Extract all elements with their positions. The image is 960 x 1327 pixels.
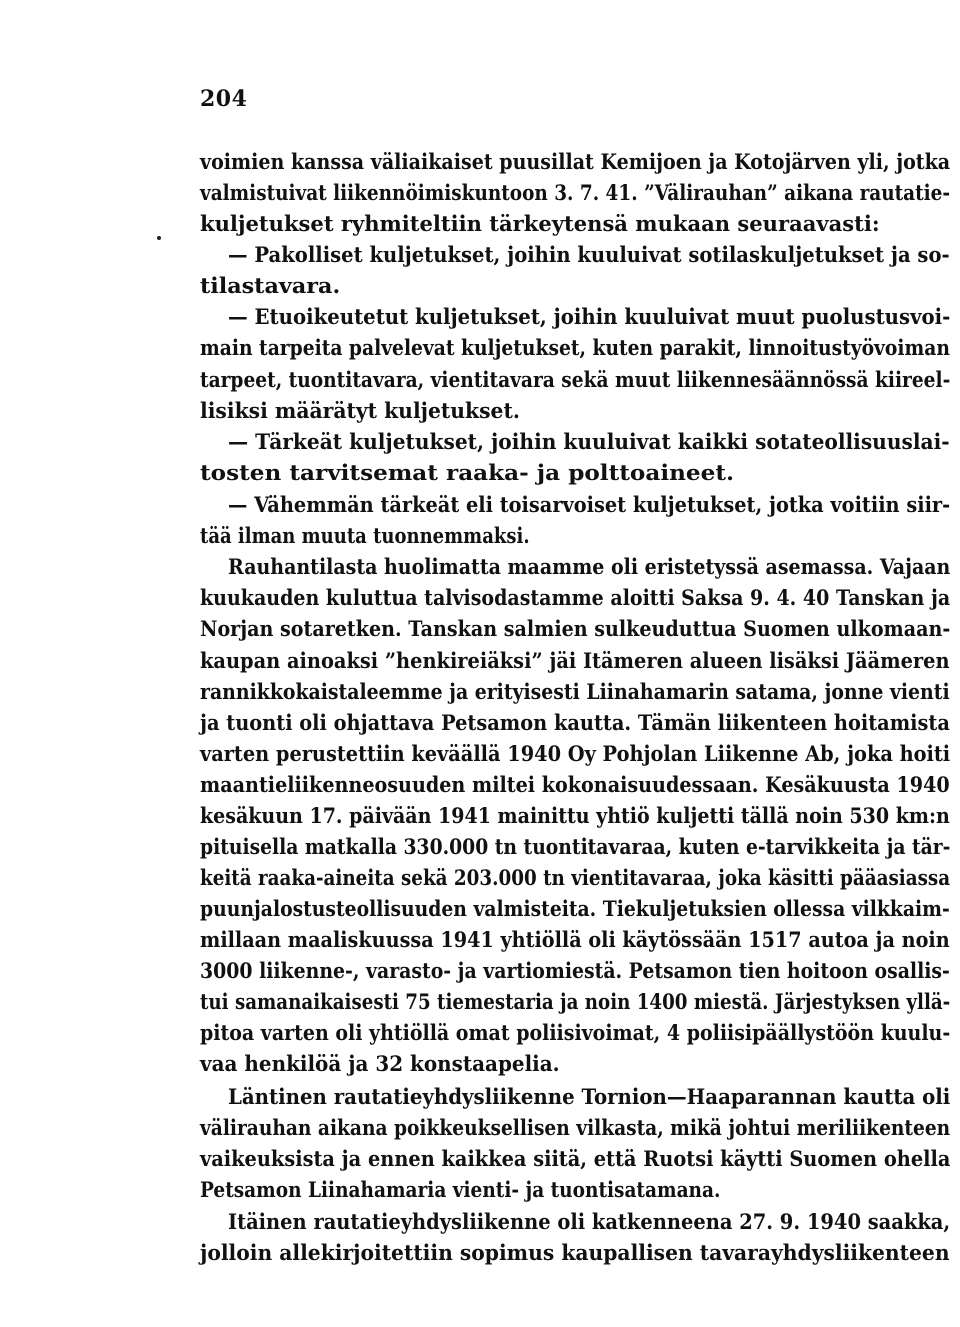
text-line: tarpeet, tuontitavara, vientitavara sekä muut liikennesäännössä kiireel- (200, 367, 951, 392)
text-line: valmistuivat liikennöimiskuntoon 3. 7. 41. ”Välirauhan” aikana rautatie- (200, 180, 951, 205)
text-line: Rauhantilasta huolimatta maamme oli eristetyssä asemassa. Vajaan (228, 554, 951, 579)
text-line: Petsamon Liinahamaria vienti- ja tuontisatamana. (200, 1177, 721, 1202)
text-line: tää ilman muuta tuonnemmaksi. (200, 523, 530, 548)
text-line: pituisella matkalla 330.000 tn tuontitavaraa, kuten e-tarvikkeita ja tär- (200, 834, 951, 859)
text-line: kesäkuun 17. päivään 1941 mainittu yhtiö kuljetti tällä noin 530 km:n (200, 803, 950, 828)
text-line: tui samanaikaisesti 75 tiemestaria ja noin 1400 miestä. Järjestyksen yllä- (200, 989, 951, 1014)
text-line: tilastavara. (200, 273, 341, 298)
text-line: — Vähemmän tärkeät eli toisarvoiset kuljetukset, jotka voitiin siir- (228, 492, 951, 517)
text-line: voimien kanssa väliaikaiset puusillat Kemijoen ja Kotojärven yli, jotka (200, 149, 951, 174)
text-line: ja tuonti oli ohjattava Petsamon kautta. Tämän liikenteen hoitamista (200, 710, 950, 735)
text-line: kuukauden kuluttua talvisodastamme aloitti Saksa 9. 4. 40 Tanskan ja (200, 585, 951, 610)
stray-ink-mark (157, 236, 161, 240)
text-line: välirauhan aikana poikkeuksellisen vilkasta, mikä johtui meriliikenteen (200, 1115, 951, 1140)
text-line: maantieliikenneosuuden miltei kokonaisuudessaan. Kesäkuusta 1940 (200, 772, 950, 797)
text-line: varten perustettiin keväällä 1940 Oy Pohjolan Liikenne Ab, joka hoiti (200, 741, 951, 766)
text-line: Norjan sotaretken. Tanskan salmien sulkeuduttua Suomen ulkomaan- (200, 616, 951, 641)
text-line: — Pakolliset kuljetukset, joihin kuuluivat sotilaskuljetukset ja so- (228, 242, 950, 267)
text-line: Läntinen rautatieyhdysliikenne Tornion—Haaparannan kautta oli (228, 1084, 951, 1109)
text-line: vaa henkilöä ja 32 konstaapelia. (200, 1051, 560, 1076)
text-line: — Etuoikeutetut kuljetukset, joihin kuuluivat muut puolustusvoi- (228, 304, 951, 329)
text-line: kaupan ainoaksi ”henkireiäksi” jäi Itämeren alueen lisäksi Jäämeren (200, 648, 950, 673)
text-line: jolloin allekirjoitettiin sopimus kaupallisen tavarayhdysliikenteen (200, 1240, 950, 1265)
text-line: rannikkokaistaleemme ja erityisesti Liinahamarin satama, jonne vienti (200, 679, 950, 704)
text-line: — Tärkeät kuljetukset, joihin kuuluivat kaikki sotateollisuuslai- (228, 429, 950, 454)
text-line: main tarpeita palvelevat kuljetukset, kuten parakit, linnoitustyövoiman (200, 335, 950, 360)
text-line: lisiksi määrätyt kuljetukset. (200, 398, 520, 423)
text-line: tosten tarvitsemat raaka- ja polttoaineet. (200, 460, 735, 485)
text-line: millaan maaliskuussa 1941 yhtiöllä oli käytössään 1517 autoa ja noin (200, 927, 950, 952)
text-line: pitoa varten oli yhtiöllä omat poliisivoimat, 4 poliisipäällystöön kuulu- (200, 1020, 951, 1045)
text-line: Itäinen rautatieyhdysliikenne oli katkenneena 27. 9. 1940 saakka, (228, 1209, 951, 1234)
text-line: 3000 liikenne-, varasto- ja vartiomiestä. Petsamon tien hoitoon osallis- (200, 958, 950, 983)
page-number: 204 (200, 86, 248, 112)
text-line: kuljetukset ryhmiteltiin tärkeytensä mukaan seuraavasti: (200, 211, 880, 236)
text-line: puunjalostusteollisuuden valmisteita. Tiekuljetuksien ollessa vilkkaim- (200, 896, 950, 921)
text-line: keitä raaka-aineita sekä 203.000 tn vientitavaraa, joka käsitti pääasiassa (200, 865, 951, 890)
text-line: vaikeuksista ja ennen kaikkea siitä, että Ruotsi käytti Suomen ohella (200, 1146, 951, 1171)
